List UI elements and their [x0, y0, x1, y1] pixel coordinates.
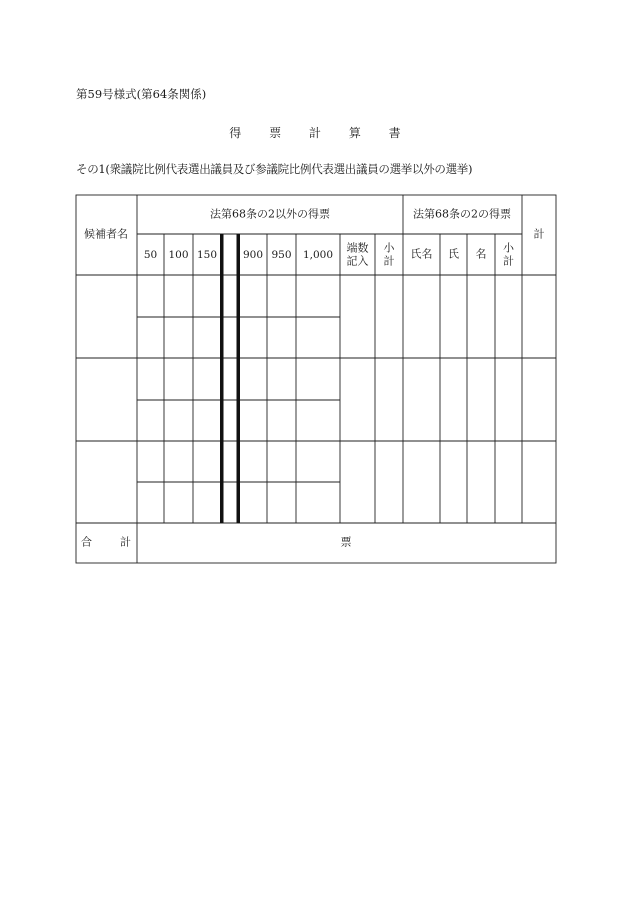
title-char: 算	[348, 126, 361, 140]
denomination-header: 950	[271, 248, 292, 261]
form-number-label: 第59号様式(第64条関係)	[76, 87, 207, 101]
denomination-header: 1,000	[302, 248, 334, 261]
subtotal-header-b: 小 計	[503, 241, 514, 267]
candidate-name-header: 候補者名	[84, 227, 128, 241]
title-char: 得	[229, 126, 242, 140]
denomination-header: 100	[168, 248, 189, 261]
non-68-2-votes-header: 法第68条の2以外の得票	[210, 207, 330, 221]
subtotal-header-a: 小 計	[383, 241, 395, 267]
surname-header: 氏	[448, 247, 459, 261]
document-subtitle: その1(衆議院比例代表選出議員及び参議院比例代表選出議員の選挙以外の選挙)	[76, 162, 473, 176]
title-char: 書	[388, 126, 401, 140]
title-char: 票	[269, 126, 282, 140]
fraction-entry-header: 端数 記入	[346, 241, 369, 267]
denomination-header: 150	[196, 248, 218, 261]
denomination-header: 50	[143, 248, 158, 261]
full-name-header: 氏名	[410, 247, 433, 261]
title-char: 計	[308, 126, 321, 140]
total-column-header: 計	[533, 227, 545, 241]
68-2-votes-header: 法第68条の2の得票	[413, 207, 511, 221]
denomination-header: 900	[242, 248, 264, 261]
omission-bar-left	[220, 234, 224, 523]
omission-bar-right	[237, 234, 241, 523]
grand-total-label: 合計	[81, 535, 131, 549]
given-name-header: 名	[475, 247, 487, 261]
votes-unit-label: 票	[340, 535, 352, 549]
